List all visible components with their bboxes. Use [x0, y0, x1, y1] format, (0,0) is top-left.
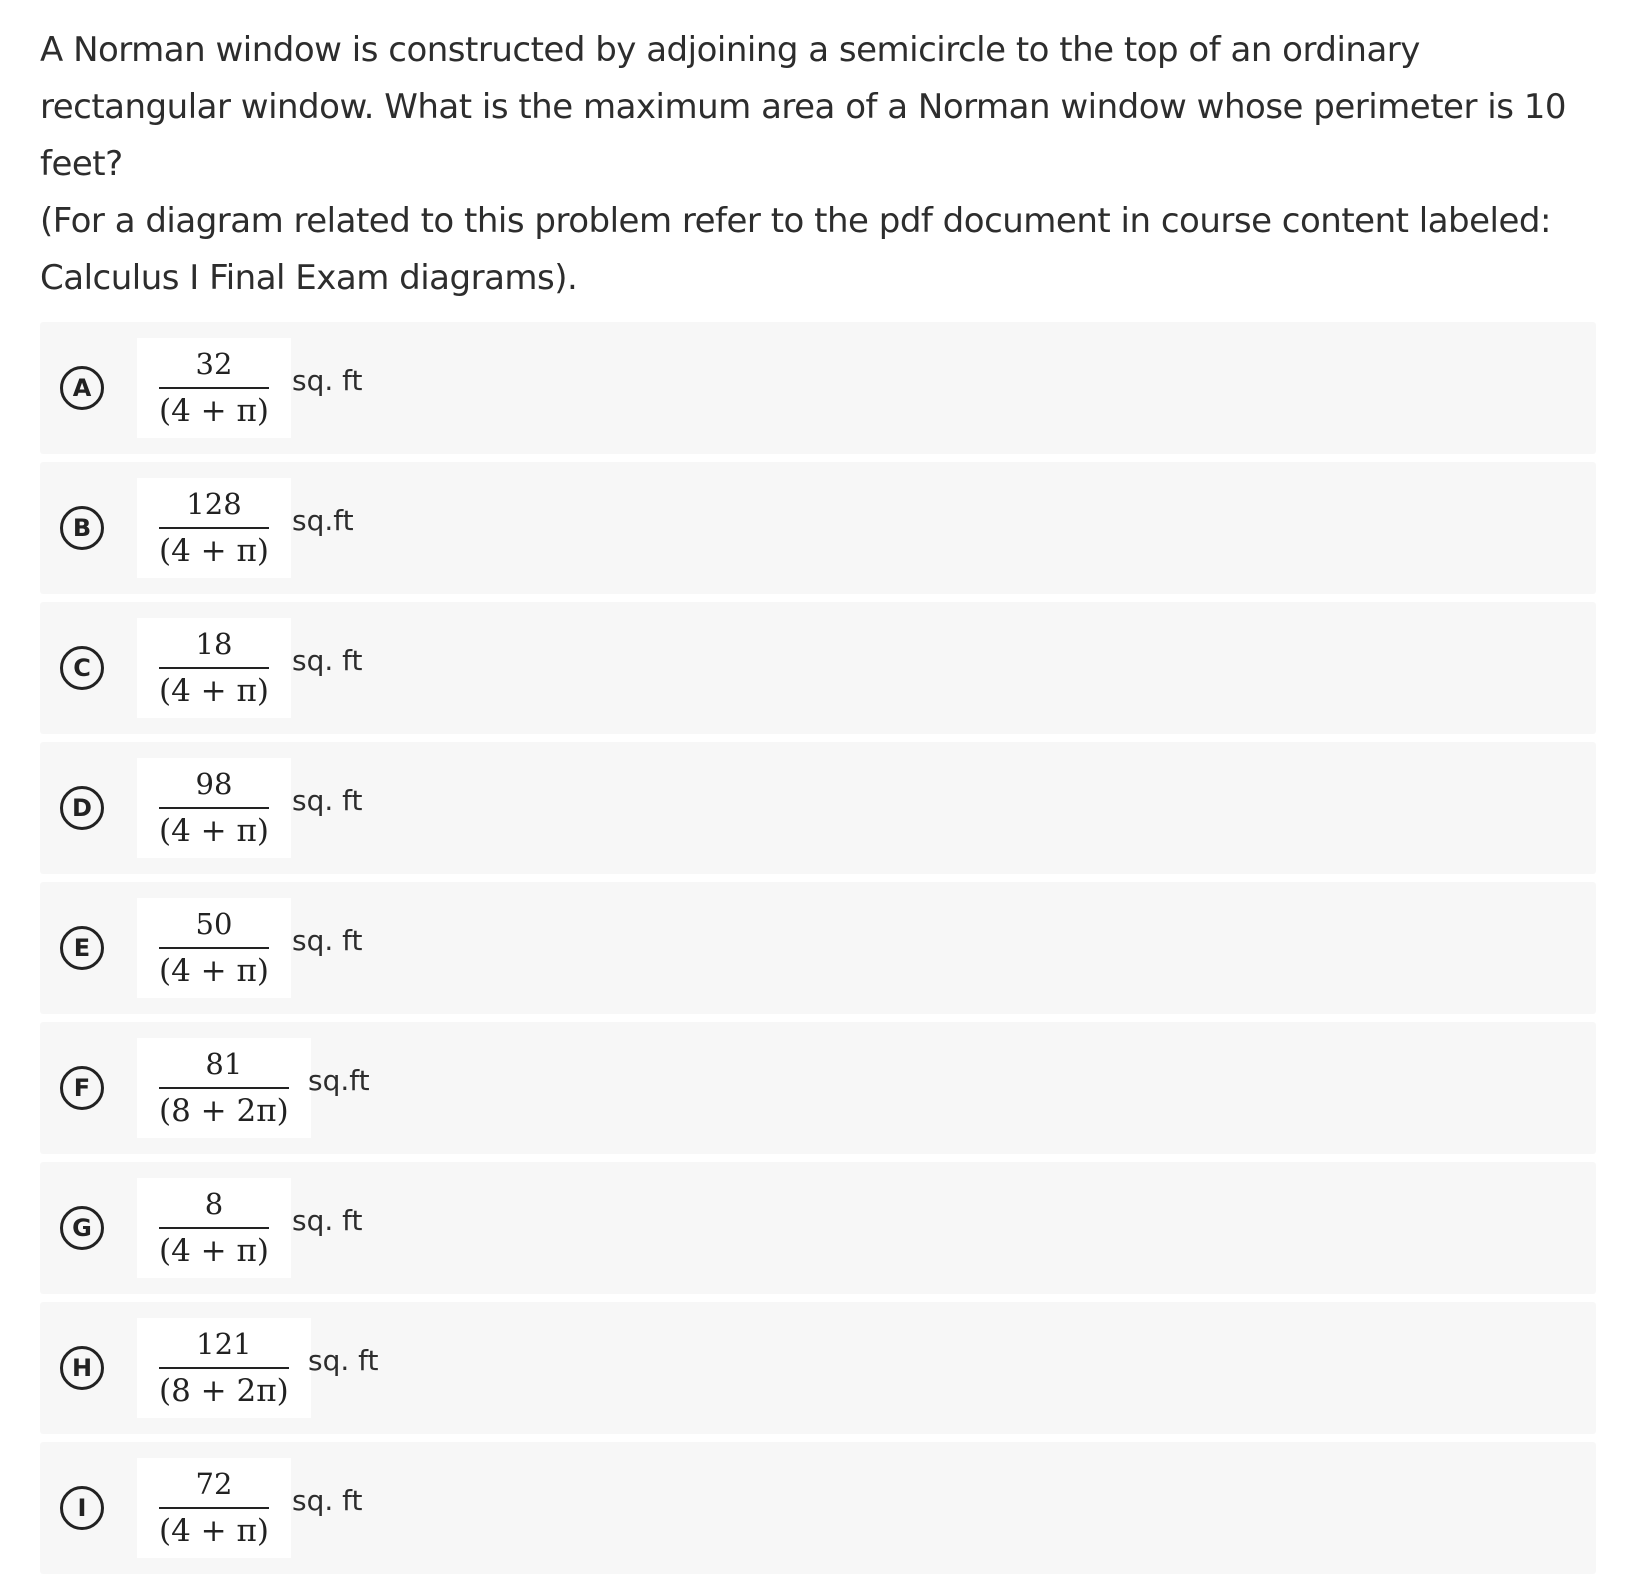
option-letter: A — [60, 366, 104, 410]
option-math — [137, 1038, 311, 1138]
option-unit: sq. ft — [292, 364, 363, 397]
fraction — [159, 1047, 289, 1129]
fraction — [159, 907, 269, 989]
option-letter: H — [60, 1346, 104, 1390]
option-a[interactable] — [40, 322, 1596, 454]
option-unit: sq.ft — [308, 1064, 370, 1097]
option-d[interactable] — [40, 742, 1596, 874]
fraction — [159, 767, 269, 849]
denominator: (4 + π) — [159, 1513, 269, 1549]
numerator: 50 — [195, 907, 233, 941]
denominator: (4 + π) — [159, 673, 269, 709]
denominator: (4 + π) — [159, 813, 269, 849]
option-math — [137, 478, 291, 578]
option-c[interactable] — [40, 602, 1596, 734]
option-unit: sq. ft — [292, 924, 363, 957]
denominator: (4 + π) — [159, 393, 269, 429]
fraction — [159, 1327, 289, 1409]
option-math — [137, 338, 291, 438]
fraction — [159, 1187, 269, 1269]
numerator: 18 — [195, 627, 233, 661]
denominator: (4 + π) — [159, 533, 269, 569]
option-math — [137, 898, 291, 998]
question-text — [40, 22, 1610, 307]
numerator: 128 — [186, 487, 242, 521]
option-math — [137, 1458, 291, 1558]
option-g[interactable] — [40, 1162, 1596, 1294]
fraction — [159, 1467, 269, 1549]
option-unit: sq. ft — [292, 784, 363, 817]
question-note: (For a diagram related to this problem refer to the pdf document in course content labeled: Calculus I Final Exam diagrams). — [40, 201, 1551, 298]
option-unit: sq. ft — [292, 644, 363, 677]
numerator: 8 — [204, 1187, 224, 1221]
option-math — [137, 1178, 291, 1278]
option-letter: B — [60, 506, 104, 550]
option-unit: sq. ft — [308, 1344, 379, 1377]
option-math — [137, 758, 291, 858]
numerator: 98 — [195, 767, 233, 801]
option-h[interactable] — [40, 1302, 1596, 1434]
fraction — [159, 347, 269, 429]
fraction — [159, 487, 269, 569]
option-unit: sq.ft — [292, 504, 354, 537]
option-b[interactable] — [40, 462, 1596, 594]
option-letter: F — [60, 1066, 104, 1110]
option-letter: D — [60, 786, 104, 830]
denominator: (4 + π) — [159, 953, 269, 989]
denominator: (8 + 2π) — [159, 1093, 289, 1129]
denominator: (4 + π) — [159, 1233, 269, 1269]
option-letter: G — [60, 1206, 104, 1250]
option-unit: sq. ft — [292, 1484, 363, 1517]
option-math — [137, 1318, 311, 1418]
answer-options — [40, 322, 1596, 1582]
numerator: 32 — [195, 347, 233, 381]
numerator: 72 — [195, 1467, 233, 1501]
option-i[interactable] — [40, 1442, 1596, 1574]
option-unit: sq. ft — [292, 1204, 363, 1237]
option-f[interactable] — [40, 1022, 1596, 1154]
numerator: 81 — [205, 1047, 243, 1081]
option-letter: C — [60, 646, 104, 690]
fraction — [159, 627, 269, 709]
option-e[interactable] — [40, 882, 1596, 1014]
question-body: A Norman window is constructed by adjoining a semicircle to the top of an ordinary rectangular window. What is the maximum area of a Norman window whose perimeter is 10 feet? — [40, 30, 1566, 184]
option-math — [137, 618, 291, 718]
denominator: (8 + 2π) — [159, 1373, 289, 1409]
option-letter: E — [60, 926, 104, 970]
numerator: 121 — [196, 1327, 252, 1361]
option-letter: I — [60, 1486, 104, 1530]
